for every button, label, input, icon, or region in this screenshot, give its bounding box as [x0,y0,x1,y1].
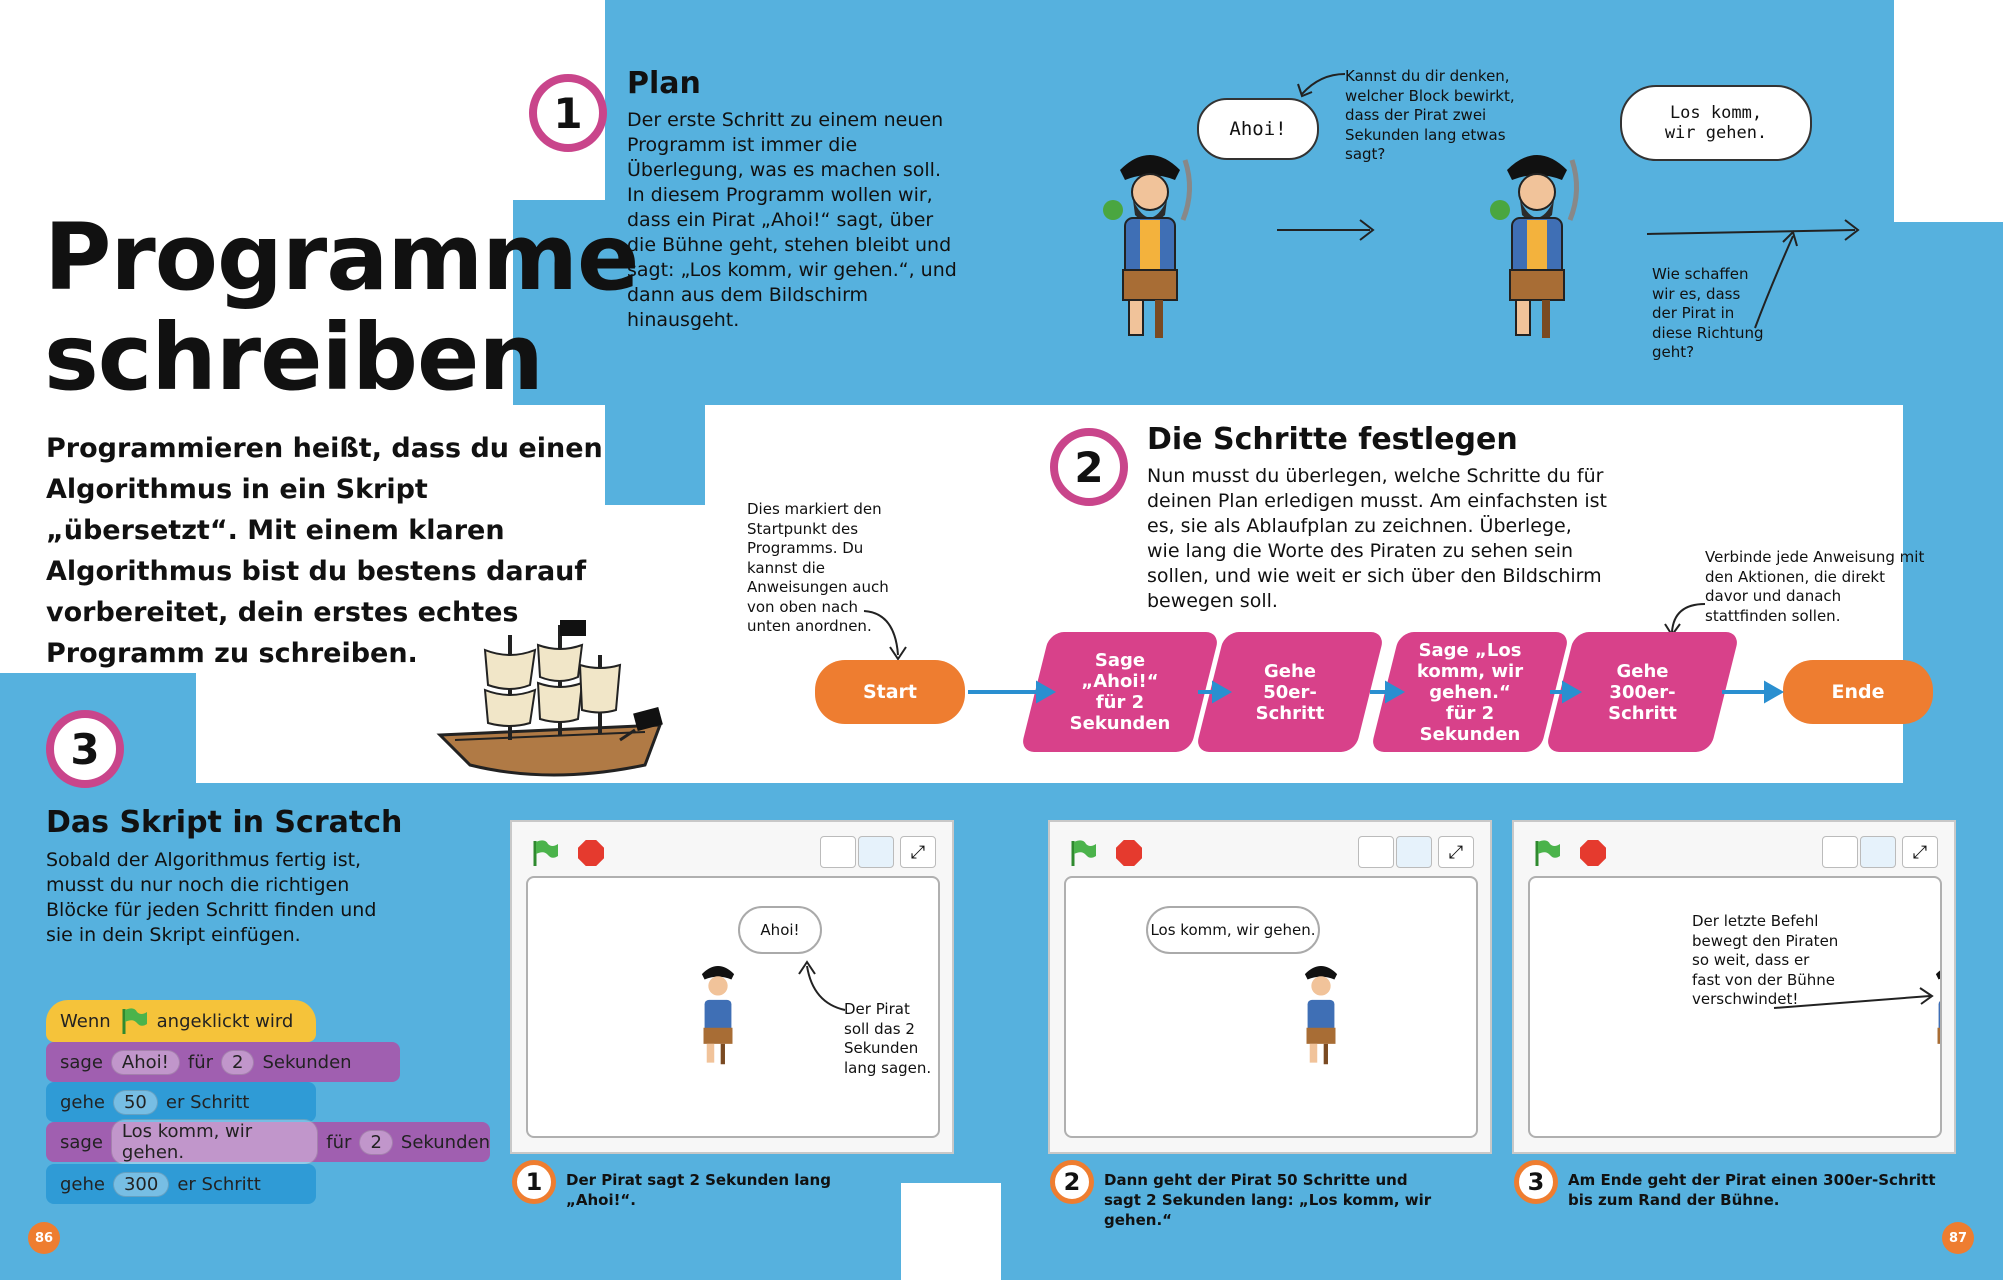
stage-panel-2 [1048,820,1492,1154]
normal-stage-button-2[interactable] [1396,836,1432,868]
note-start-point: Dies markiert den Startpunkt des Programms. Du kannst die Anweisungen auch von oben nach unten anordnen. [747,500,889,635]
title-line-1: Programme [44,204,639,311]
stage-3-note: Der letzte Befehl bewegt den Piraten so weit, dass er fast von der Bühne verschwindet! [1692,912,1839,1008]
arrow-note-start [860,605,910,663]
block-seconds-input[interactable]: 2 [221,1050,254,1075]
stage-3-note-arrow [1770,978,1940,1018]
block-for2-label: für [326,1131,352,1153]
block-seconds2-input[interactable]: 2 [359,1130,392,1155]
bubble-los-komm-plan [1620,85,1812,161]
section-2-text: Nun musst du überlegen, welche Schritte du für deinen Plan erledigen musst. Am einfachsten ist es, sie als Ablaufplan zu zeichnen. Überlege, wie lang die Worte des Piraten zu sehen sein sollen, und wie weit er sich über den Bildschirm bewegen soll. [1147,465,1607,612]
block-steps-label: er Schritt [165,1091,250,1113]
block-say-los-komm[interactable] [46,1122,490,1162]
section-2-heading: Die Schritte festlegen [1147,422,1518,457]
stage-3-number: 3 [1514,1160,1558,1204]
pirate-ship-illustration [430,615,675,785]
section-1-number: 1 [529,74,607,152]
arrow-plan-1 [1275,212,1380,252]
block-say-label: sage [60,1051,103,1073]
bg-left-mid-blue [605,405,705,505]
stage-2-pirate [1291,958,1351,1068]
block-move2-steps-input[interactable]: 300 [113,1172,169,1197]
flow-step-3-label: Sage „Los komm, wir gehen.“ für 2 Sekunden [1416,639,1524,745]
block-clicked-label: angeklickt wird [156,1010,294,1032]
block-seconds2-label: Sekunden [400,1131,490,1153]
green-flag-icon [119,1006,149,1036]
stage-1-caption: Der Pirat sagt 2 Sekunden lang „Ahoi!“. [566,1171,831,1209]
bg-bottom-notch [901,1183,1001,1280]
normal-stage-button-3[interactable] [1860,836,1896,868]
green-flag-button-1[interactable] [530,838,560,868]
stop-button-1[interactable] [578,840,604,866]
stage-3-pirate [1922,958,1942,1068]
section-1-heading: Plan [627,66,701,101]
page-number-left: 86 [28,1222,60,1254]
intro-text: Programmieren heißt, dass du einen Algorithmus in ein Skript „übersetzt“. Mit einem klaren Algorithmus bist du bestens darauf vorbereitet, dein erstes echtes Programm zu schreiben. [46,433,603,669]
pirate-figure-1 [1095,140,1205,345]
block-say-text-input[interactable]: Ahoi! [111,1050,180,1075]
bg-right-strip [1894,222,2003,405]
block-say2-label: sage [60,1131,103,1153]
block-move-300[interactable] [46,1164,316,1204]
note-direction: Wie schaffen wir es, dass der Pirat in diese Richtung geht? [1652,265,1764,361]
stage-1-note-arrow [793,958,853,1018]
stage-1-bubble: Ahoi! [738,906,822,954]
section-3-number: 3 [46,710,124,788]
section-1-text: Der erste Schritt zu einem neuen Programm ist immer die Überlegung, was es machen soll. In diesem Programm wollen wir, dass ein Pirat „Ahoi!“ sagt, über die Bühne geht, stehen bleibt und sagt: „Los komm, wir gehen.“, und dann aus dem Bildschirm hinausgeht. [627,109,957,331]
block-move-label: gehe [60,1091,105,1113]
small-stage-button-2[interactable] [1358,836,1394,868]
section-3-heading: Das Skript in Scratch [46,805,403,840]
flow-step-1-label: Sage „Ahoi!“ für 2 Sekunden [1069,650,1171,734]
small-stage-button-1[interactable] [820,836,856,868]
fullscreen-button-1[interactable] [900,836,936,868]
stage-3-caption: Am Ende geht der Pirat einen 300er-Schritt bis zum Rand der Bühne. [1568,1171,1936,1209]
bubble-los-komm-line2: wir gehen. [1664,123,1768,143]
stage-panel-1 [510,820,954,1154]
small-stage-button-3[interactable] [1822,836,1858,868]
arrow-note-1 [1290,66,1350,106]
block-move-50[interactable] [46,1082,316,1122]
block-say-ahoi[interactable] [46,1042,400,1082]
stage-1[interactable] [526,876,940,1138]
fullscreen-button-3[interactable] [1902,836,1938,868]
green-flag-button-2[interactable] [1068,838,1098,868]
stage-1-note: Der Pirat soll das 2 Sekunden lang sagen. [844,1000,932,1077]
block-for-label: für [187,1051,214,1073]
title-line-2: schreiben [44,304,543,411]
fullscreen-icon-1: ⤢ [910,841,926,863]
block-when-label: Wenn [60,1010,111,1032]
bubble-ahoi-plan-text: Ahoi! [1229,118,1287,140]
stage-1-pirate [688,958,748,1068]
block-move-steps-input[interactable]: 50 [113,1090,158,1115]
note-link-steps: Verbinde jede Anweisung mit den Aktionen, die direkt davor und danach stattfinden sollen. [1705,548,1925,625]
stop-button-3[interactable] [1580,840,1606,866]
fullscreen-icon-2: ⤢ [1448,841,1464,863]
flow-step-4-label: Gehe 300er-Schritt [1608,660,1677,724]
pirate-figure-2 [1482,140,1592,345]
green-flag-button-3[interactable] [1532,838,1562,868]
flow-connectors [960,680,1790,704]
stage-2-bubble: Los komm, wir gehen. [1146,906,1320,954]
section-3-text: Sobald der Algorithmus fertig ist, musst du nur noch die richtigen Blöcke für jeden Schritt finden und sie in dein Skript einfügen. [46,849,377,946]
flow-start: Start [815,660,965,724]
block-say2-text-input[interactable]: Los komm, wir gehen. [111,1119,318,1165]
block-seconds-label: Sekunden [262,1051,352,1073]
stage-panel-3 [1512,820,1956,1154]
fullscreen-button-2[interactable] [1438,836,1474,868]
block-when-flag-clicked[interactable] [46,1000,316,1042]
bg-top-right-cut [1894,0,2003,222]
stage-2-number: 2 [1050,1160,1094,1204]
section-2-number: 2 [1050,428,1128,506]
flow-end: Ende [1783,660,1933,724]
stage-1-number: 1 [512,1160,556,1204]
stop-button-2[interactable] [1116,840,1142,866]
block-steps2-label: er Schritt [177,1173,261,1195]
stage-2-caption: Dann geht der Pirat 50 Schritte und sagt 2 Sekunden lang: „Los komm, wir gehen.“ [1104,1171,1432,1229]
stage-3[interactable] [1528,876,1942,1138]
fullscreen-icon-3: ⤢ [1912,841,1928,863]
block-move2-label: gehe [60,1173,105,1195]
arrow-note-2 [1745,228,1805,338]
normal-stage-button-1[interactable] [858,836,894,868]
note-say-block: Kannst du dir denken, welcher Block bewirkt, dass der Pirat zwei Sekunden lang etwas sagt? [1345,67,1515,163]
flow-step-2-label: Gehe 50er-Schritt [1255,660,1325,724]
bubble-los-komm-line1: Los komm, [1669,103,1763,123]
stage-2[interactable] [1064,876,1478,1138]
page-title [44,204,639,411]
bubble-ahoi-plan [1197,98,1319,160]
page-number-right: 87 [1942,1222,1974,1254]
